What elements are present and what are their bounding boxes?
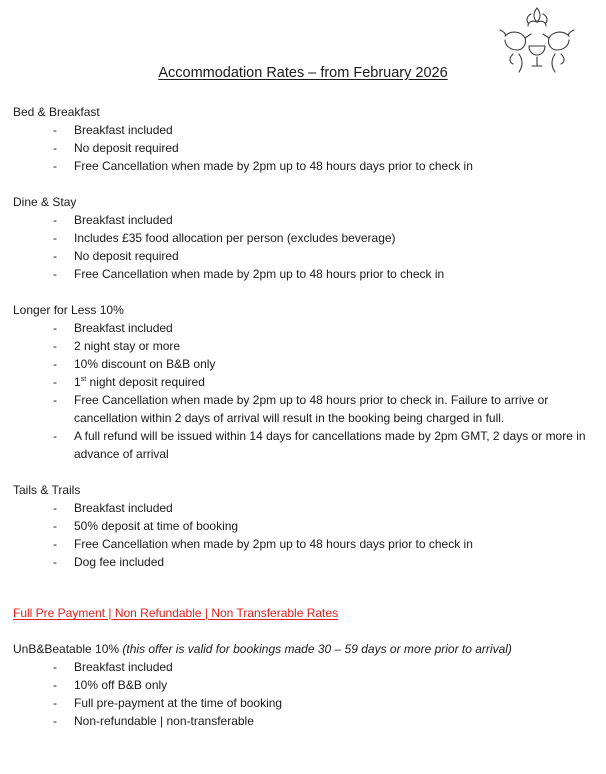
bullet-dash: - — [53, 213, 57, 227]
prepay-rates-header: Full Pre Payment | Non Refundable | Non Transferable Rates — [13, 606, 339, 620]
list-item: - Breakfast included — [53, 213, 173, 227]
list-item: - 50% deposit at time of booking — [53, 519, 239, 533]
list-item: - No deposit required — [53, 249, 179, 263]
bullet-dash: - — [53, 249, 57, 263]
bullet-dash: - — [53, 678, 57, 692]
bullet-dash: - — [53, 660, 57, 674]
bullet-dash: - — [53, 141, 57, 155]
rates-content — [13, 103, 593, 730]
list-item: - Breakfast included — [53, 321, 173, 335]
list-item: - Free Cancellation when made by 2pm up to 48 hours prior to check in — [53, 267, 445, 281]
section-unbeatable — [13, 640, 593, 730]
bullet-dash: - — [53, 267, 57, 281]
list-item: - Free Cancellation when made by 2pm up to 48 hours days prior to check in — [53, 159, 473, 173]
bullet-dash: - — [53, 501, 57, 515]
bullet-list — [13, 658, 593, 730]
list-item: - Non-refundable | non-transferable — [53, 714, 254, 728]
bullet-dash: - — [53, 357, 57, 371]
section-title: Tails & Trails — [13, 483, 81, 497]
section-tails-and-trails — [13, 481, 593, 571]
section-title: Longer for Less 10% — [13, 303, 124, 317]
bullet-dash: - — [53, 375, 57, 389]
list-item: - No deposit required — [53, 141, 179, 155]
bullet-dash: - — [53, 393, 57, 407]
bullet-list — [13, 499, 593, 571]
list-item: - Full pre-payment at the time of booking — [53, 696, 283, 710]
bullet-dash: - — [53, 537, 57, 551]
bullet-dash: - — [53, 159, 57, 173]
list-item: - Includes £35 food allocation per person (excludes beverage) — [53, 231, 396, 245]
bullet-dash: - — [53, 231, 57, 245]
bullet-list — [13, 319, 593, 463]
section-bed-and-breakfast — [13, 103, 593, 175]
bullet-dash: - — [53, 339, 57, 353]
list-item: - 2 night stay or more — [53, 339, 181, 353]
bullet-list — [13, 211, 593, 283]
bullet-dash: - — [53, 429, 57, 443]
list-item: - Free Cancellation when made by 2pm up to 48 hours days prior to check in — [53, 537, 473, 551]
list-item: - Dog fee included — [53, 555, 165, 569]
list-item: - Breakfast included — [53, 501, 173, 515]
bullet-dash: - — [53, 555, 57, 569]
list-item: - Free Cancellation when made by 2pm up to 48 hours prior to check in. Failure to arrive or cancellation within 2 days of arrival will result in the booking being charged in full. — [53, 393, 549, 425]
section-title: Dine & Stay — [13, 195, 77, 209]
bullet-list — [13, 121, 593, 175]
bullet-dash: - — [53, 714, 57, 728]
section-dine-and-stay — [13, 193, 593, 283]
bullet-dash: - — [53, 696, 57, 710]
bullet-dash: - — [53, 519, 57, 533]
list-item: - 10% off B&B only — [53, 678, 168, 692]
list-item: - Breakfast included — [53, 660, 173, 674]
section-longer-for-less — [13, 301, 593, 463]
offer-note: (this offer is valid for bookings made 30 – 59 days or more prior to arrival) — [122, 642, 512, 656]
list-item: - 10% discount on B&B only — [53, 357, 216, 371]
bullet-dash: - — [53, 123, 57, 137]
list-item: - A full refund will be issued within 14 days for cancellations made by 2pm GMT, 2 days or more in advance of arrival — [53, 429, 586, 461]
section-title: Bed & Breakfast — [13, 105, 100, 119]
list-item: - 1st night deposit required — [53, 375, 205, 389]
section-title: UnB&Beatable 10% (this offer is valid for bookings made 30 – 59 days or more prior to arrival) — [13, 642, 512, 656]
page-title: Accommodation Rates – from February 2026 — [158, 65, 448, 81]
bullet-dash: - — [53, 321, 57, 335]
list-item: - Breakfast included — [53, 123, 173, 137]
